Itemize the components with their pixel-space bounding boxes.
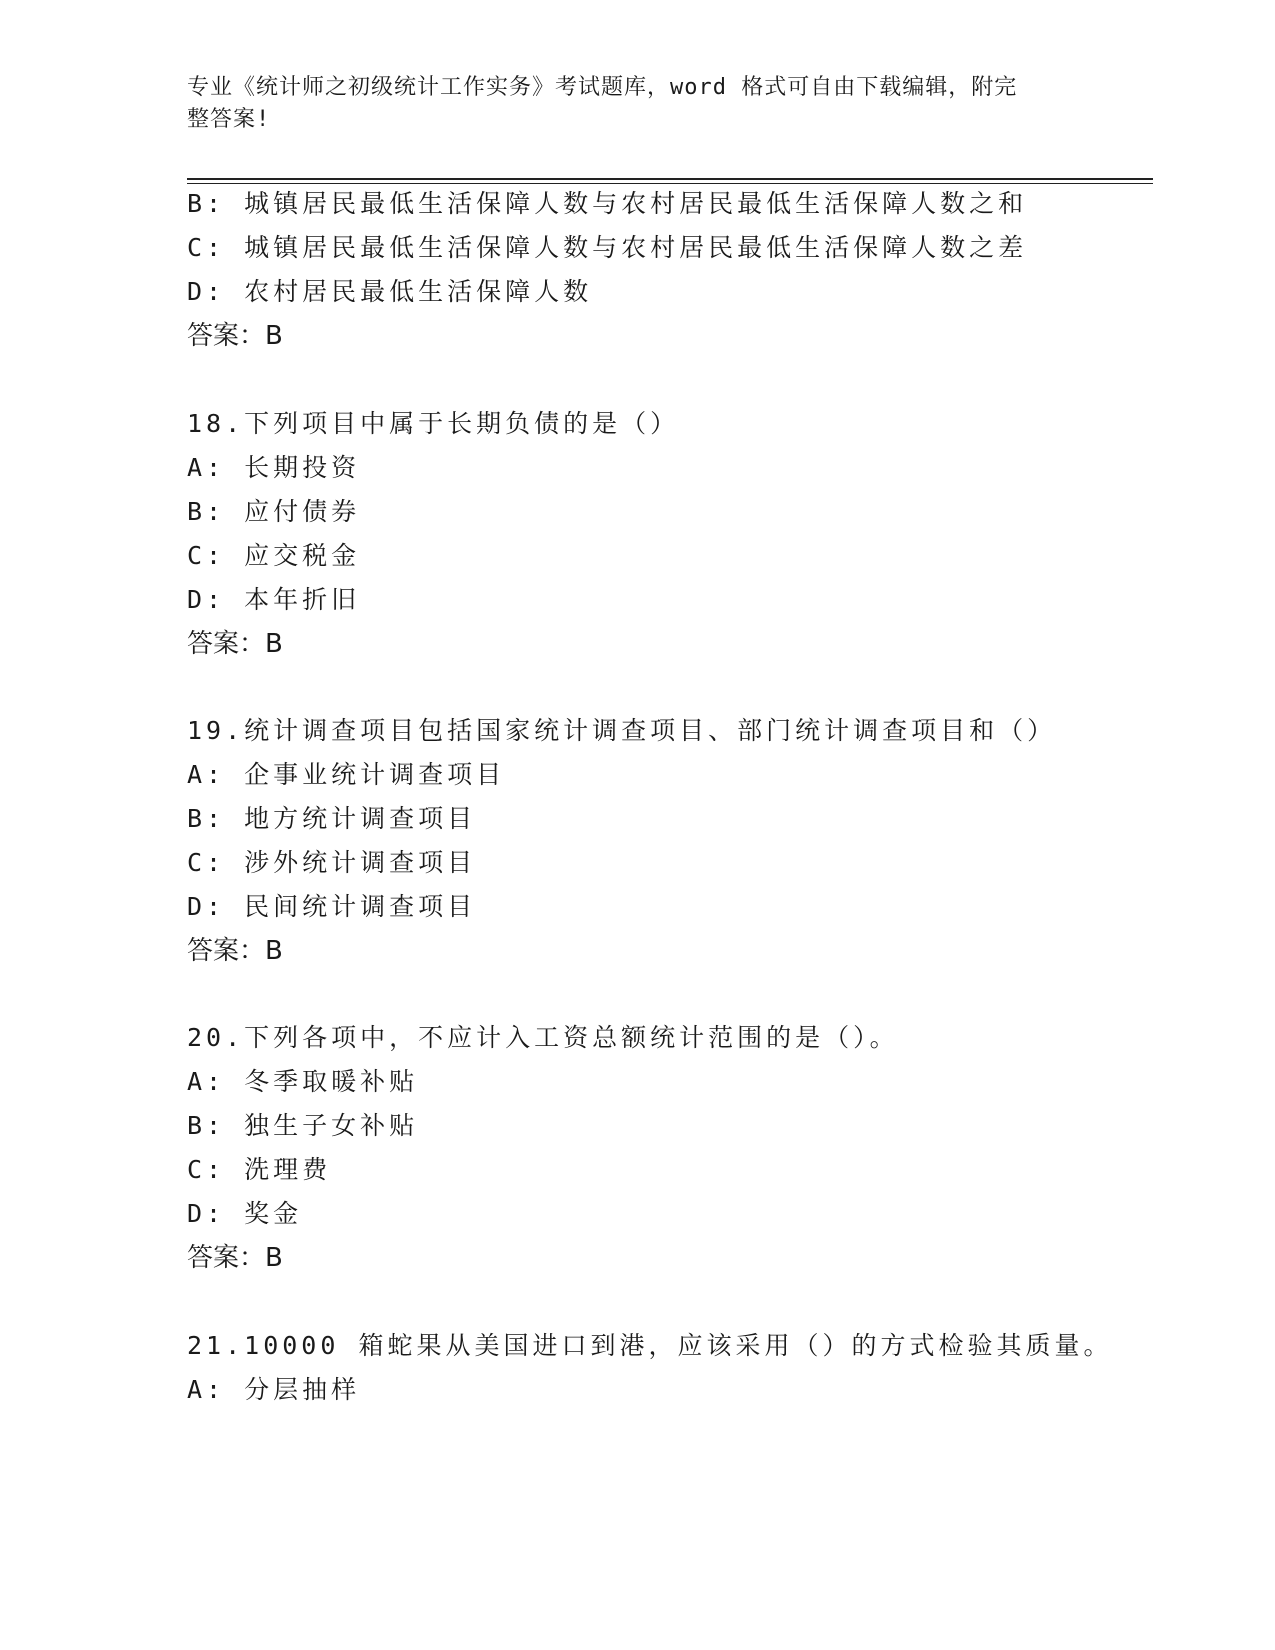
header-divider-thin: [187, 183, 1153, 184]
q20-option-a: A: 冬季取暖补贴: [187, 1067, 419, 1096]
q20-question: 20.下列各项中，不应计入工资总额统计范围的是（）。: [187, 1023, 899, 1052]
q18-option-d: D: 本年折旧: [187, 585, 361, 614]
q17-option-d: D: 农村居民最低生活保障人数: [187, 277, 593, 306]
q18-option-b: B: 应付债券: [187, 497, 361, 526]
q19-answer: 答案：B: [187, 936, 283, 966]
header-line-1: 专业《统计师之初级统计工作实务》考试题库，word 格式可自由下载编辑，附完: [187, 75, 1018, 100]
document-header: [187, 72, 1067, 136]
q20-option-b: B: 独生子女补贴: [187, 1111, 419, 1140]
q19-option-b: B: 地方统计调查项目: [187, 804, 477, 833]
q17-option-b: B: 城镇居民最低生活保障人数与农村居民最低生活保障人数之和: [187, 189, 1028, 218]
q20-answer: 答案：B: [187, 1243, 283, 1273]
q18-option-c: C: 应交税金: [187, 541, 361, 570]
q17-answer: 答案：B: [187, 321, 283, 351]
q19-option-d: D: 民间统计调查项目: [187, 892, 477, 921]
q17-option-c: C: 城镇居民最低生活保障人数与农村居民最低生活保障人数之差: [187, 233, 1028, 262]
header-divider-thick: [187, 178, 1153, 180]
q18-question: 18.下列项目中属于长期负债的是（）: [187, 409, 680, 438]
q19-option-a: A: 企事业统计调查项目: [187, 760, 506, 789]
q18-option-a: A: 长期投资: [187, 453, 361, 482]
q20-option-c: C: 洗理费: [187, 1155, 332, 1184]
header-line-2: 整答案!: [187, 107, 271, 132]
q19-option-c: C: 涉外统计调查项目: [187, 848, 477, 877]
q19-question: 19.统计调查项目包括国家统计调查项目、部门统计调查项目和（）: [187, 716, 1057, 745]
q21-option-a: A: 分层抽样: [187, 1375, 361, 1404]
q21-question: 21.10000 箱蛇果从美国进口到港，应该采用（）的方式检验其质量。: [187, 1331, 1113, 1360]
q20-option-d: D: 奖金: [187, 1199, 303, 1228]
q18-answer: 答案：B: [187, 629, 283, 659]
